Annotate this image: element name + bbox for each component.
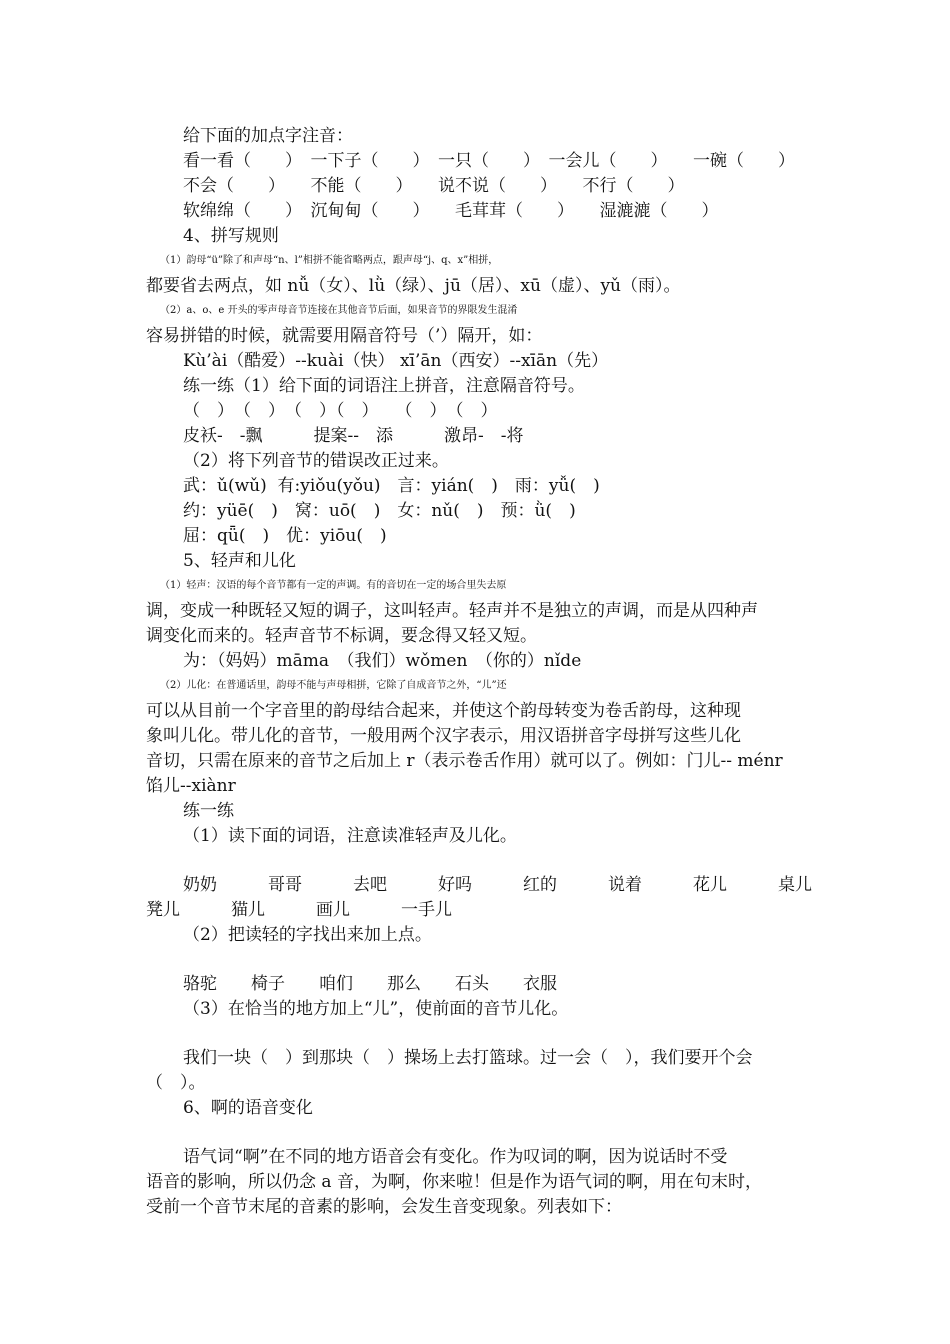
section-heading: 5、轻声和儿化 xyxy=(183,551,296,571)
text-line: 馅儿--xiànr xyxy=(146,776,236,796)
text-line: 武：ǔ(wǔ) 有:yiǒu(yǒu) 言：yián( ) 雨：yǚ( ) xyxy=(183,476,600,496)
text-line: （1）韵母“ü”除了和声母“n、l”相拼不能省略两点，跟声母“j、q、x”相拼， xyxy=(160,255,499,266)
text-line: 凳儿 猫儿 画儿 一手儿 xyxy=(146,900,452,920)
section-heading: 6、啊的语音变化 xyxy=(183,1098,313,1118)
section-heading: 4、拼写规则 xyxy=(183,226,279,246)
text-line: 为：（妈妈）māma （我们）wǒmen （你的）nǐde xyxy=(183,651,582,671)
text-line: 语音的影响，所以仍念 a 音，为啊，你来啦！但是作为语气词的啊，用在句末时， xyxy=(146,1172,762,1192)
text-line: 骆驼 椅子 咱们 那么 石头 衣服 xyxy=(183,974,557,994)
text-line: （2）a、o、e 开头的零声母音节连接在其他音节后面，如果音节的界限发生混淆 xyxy=(160,305,518,316)
text-line: 音切，只需在原来的音节之后加上 r（表示卷舌作用）就可以了。例如：门儿-- ménr xyxy=(146,751,783,771)
text-line: （3）在恰当的地方加上“儿”，使前面的音节儿化。 xyxy=(183,999,569,1019)
text-line: 皮袄- -飘 提案-- 添 激昂- -将 xyxy=(183,426,524,446)
text-line: 练一练 xyxy=(183,801,234,821)
text-line: （2）儿化：在普通话里，韵母不能与声母相拼，它除了自成音节之外，“儿”还 xyxy=(160,680,507,691)
text-line: 屈：qǖ( ) 优：yiōu( ) xyxy=(183,526,387,546)
text-line: 语气词“啊”在不同的地方语音会有变化。作为叹词的啊，因为说话时不受 xyxy=(183,1147,728,1167)
text-line: 都要省去两点，如 nǚ（女）、lǜ（绿）、jū（居）、xū（虚）、yǔ（雨）。 xyxy=(146,276,681,296)
text-line: 练一练（1）给下面的词语注上拼音，注意隔音符号。 xyxy=(183,376,585,396)
text-line: Kù’ài（酷爱）--kuài（快） xī’ān（西安）--xīān（先） xyxy=(183,351,609,371)
text-line: （ ）。 xyxy=(146,1073,206,1093)
text-line: （2）将下列音节的错误改正过来。 xyxy=(183,451,449,471)
text-line: 奶奶 哥哥 去吧 好吗 红的 说着 花儿 桌儿 xyxy=(183,875,812,895)
text-line: 象叫儿化。带儿化的音节，一般用两个汉字表示，用汉语拼音字母拼写这些儿化 xyxy=(146,726,741,746)
text-line: 受前一个音节末尾的音素的影响，会发生音变现象。列表如下： xyxy=(146,1197,622,1217)
text-line: （2）把读轻的字找出来加上点。 xyxy=(183,925,432,945)
text-line: 不会（ ） 不能（ ） 说不说（ ） 不行（ ） xyxy=(183,176,685,196)
text-line: 可以从目前一个字音里的韵母结合起来，并使这个韵母转变为卷舌韵母，这种现 xyxy=(146,701,741,721)
text-line: （1）轻声：汉语的每个音节都有一定的声调。有的音切在一定的场合里失去原 xyxy=(160,580,507,591)
text-line: 给下面的加点字注音： xyxy=(183,126,353,146)
text-line: 约：yüē( ) 窝：uō( ) 女：nǔ( ) 预：ǜ( ) xyxy=(183,501,576,521)
text-line: 软绵绵（ ） 沉甸甸（ ） 毛茸茸（ ） 湿漉漉（ ） xyxy=(183,201,719,221)
text-line: 我们一块（ ）到那块（ ）操场上去打篮球。过一会（ ），我们要开个会 xyxy=(183,1048,753,1068)
text-line: （ ） （ ） （ ）（ ） （ ） （ ） xyxy=(183,401,498,421)
text-line: 容易拼错的时候，就需要用隔音符号（’）隔开，如： xyxy=(146,326,543,346)
text-line: 看一看（ ） 一下子（ ） 一只（ ） 一会儿（ ） 一碗（ ） xyxy=(183,151,795,171)
text-line: （1）读下面的词语，注意读准轻声及儿化。 xyxy=(183,826,517,846)
text-line: 调，变成一种既轻又短的调子，这叫轻声。轻声并不是独立的声调，而是从四种声 xyxy=(146,601,758,621)
text-line: 调变化而来的。轻声音节不标调，要念得又轻又短。 xyxy=(146,626,537,646)
